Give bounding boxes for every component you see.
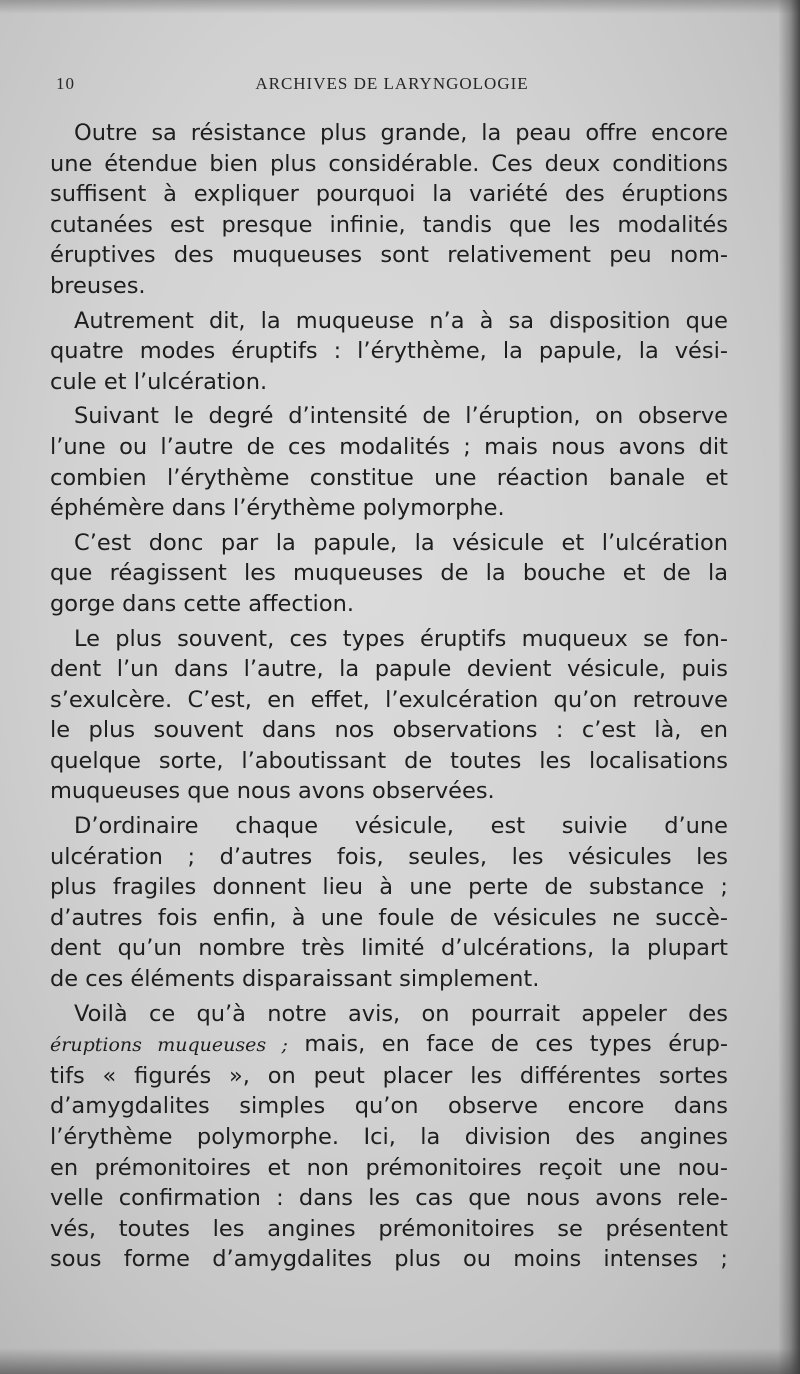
text-line: dent l’un dans l’autre, la papule devient vésicule, puis <box>50 656 728 683</box>
text-line: cutanées est presque infinie, tandis que les modalités <box>50 211 728 238</box>
paragraph <box>50 118 728 302</box>
paragraph <box>50 306 728 398</box>
text-line: d’autres fois enfin, à une foule de vésicules ne succè- <box>50 904 728 931</box>
text-line: de ces éléments disparaissant simplement. <box>50 966 540 993</box>
text-line: que réagissent les muqueuses de la bouche et de la <box>50 560 728 587</box>
text-line: Outre sa résistance plus grande, la peau offre encore <box>74 120 728 146</box>
running-head <box>56 74 728 98</box>
text-line: plus fragiles donnent lieu à une perte de substance ; <box>50 874 728 901</box>
text-line: combien l’érythème constitue une réaction banale et <box>50 464 728 491</box>
text-line: quatre modes éruptifs : l’érythème, la papule, la vési- <box>50 338 728 365</box>
text-line: sous forme d’amygdalites plus ou moins intenses ; <box>50 1246 728 1273</box>
text-line: éruptives des muqueuses sont relativement peu nom- <box>50 242 728 269</box>
text-line: C’est donc par la papule, la vésicule et l’ulcération <box>74 529 728 556</box>
text-line: éphémère dans l’érythème polymorphe. <box>50 495 505 522</box>
text-line: D’ordinaire chaque vésicule, est suivie d’une <box>74 813 728 840</box>
text-line: Voilà ce qu’à notre avis, on pourrait appeler des <box>74 1000 728 1027</box>
text-line: le plus souvent dans nos observations : c’est là, en <box>50 717 728 744</box>
text-line: l’érythème polymorphe. Ici, la division des angines <box>50 1124 728 1150</box>
text-line: cule et l’ulcération. <box>50 368 268 395</box>
body-text <box>50 118 728 1279</box>
text-line: s’exulcère. C’est, en effet, l’exulcération qu’on retrouve <box>50 686 728 713</box>
paragraph <box>50 811 728 995</box>
text-line: velle confirmation : dans les cas que nous avons rele- <box>50 1185 728 1212</box>
text-line-with-italic <box>50 1029 728 1061</box>
text-line: tifs « figurés », on peut placer les différentes sortes <box>50 1062 728 1089</box>
text-line: dent qu’un nombre très limité d’ulcérations, la plupart <box>50 935 728 962</box>
text-line: quelque sorte, l’aboutissant de toutes les localisations <box>50 747 728 774</box>
paragraph <box>50 528 728 620</box>
text-fragment: mais, en face de ces types érup- <box>304 1031 728 1058</box>
text-line: en prémonitoires et non prémonitoires reçoit une nou- <box>50 1154 728 1181</box>
text-line: suffisent à expliquer pourquoi la variété des éruptions <box>50 181 728 208</box>
italic-term: éruptions muqueuses ; <box>50 1034 288 1057</box>
text-line: ulcération ; d’autres fois, seules, les vésicules les <box>50 843 728 870</box>
text-line: Autrement dit, la muqueuse n’a à sa disposition que <box>74 307 728 334</box>
text-line: vés, toutes les angines prémonitoires se présentent <box>50 1215 728 1242</box>
running-title: ARCHIVES DE LARYNGOLOGIE <box>255 74 529 93</box>
text-line: muqueuses que nous avons observées. <box>50 778 495 805</box>
text-line: gorge dans cette affection. <box>50 590 354 617</box>
paragraph <box>50 999 728 1275</box>
page-top-shadow <box>0 0 800 14</box>
text-line: une étendue bien plus considérable. Ces deux conditions <box>50 150 728 177</box>
text-line: d’amygdalites simples qu’on observe encore dans <box>50 1093 728 1120</box>
page-number: 10 <box>56 74 75 93</box>
text-line: breuses. <box>50 272 146 299</box>
page-bottom-shadow <box>0 1348 800 1374</box>
text-line: Suivant le degré d’intensité de l’éruption, on observe <box>74 403 728 430</box>
paragraph <box>50 401 728 523</box>
page-gutter-shadow <box>778 0 800 1374</box>
paragraph <box>50 624 728 808</box>
text-line: l’une ou l’autre de ces modalités ; mais nous avons dit <box>50 433 728 460</box>
text-line: Le plus souvent, ces types éruptifs muqueux se fon- <box>74 625 728 652</box>
